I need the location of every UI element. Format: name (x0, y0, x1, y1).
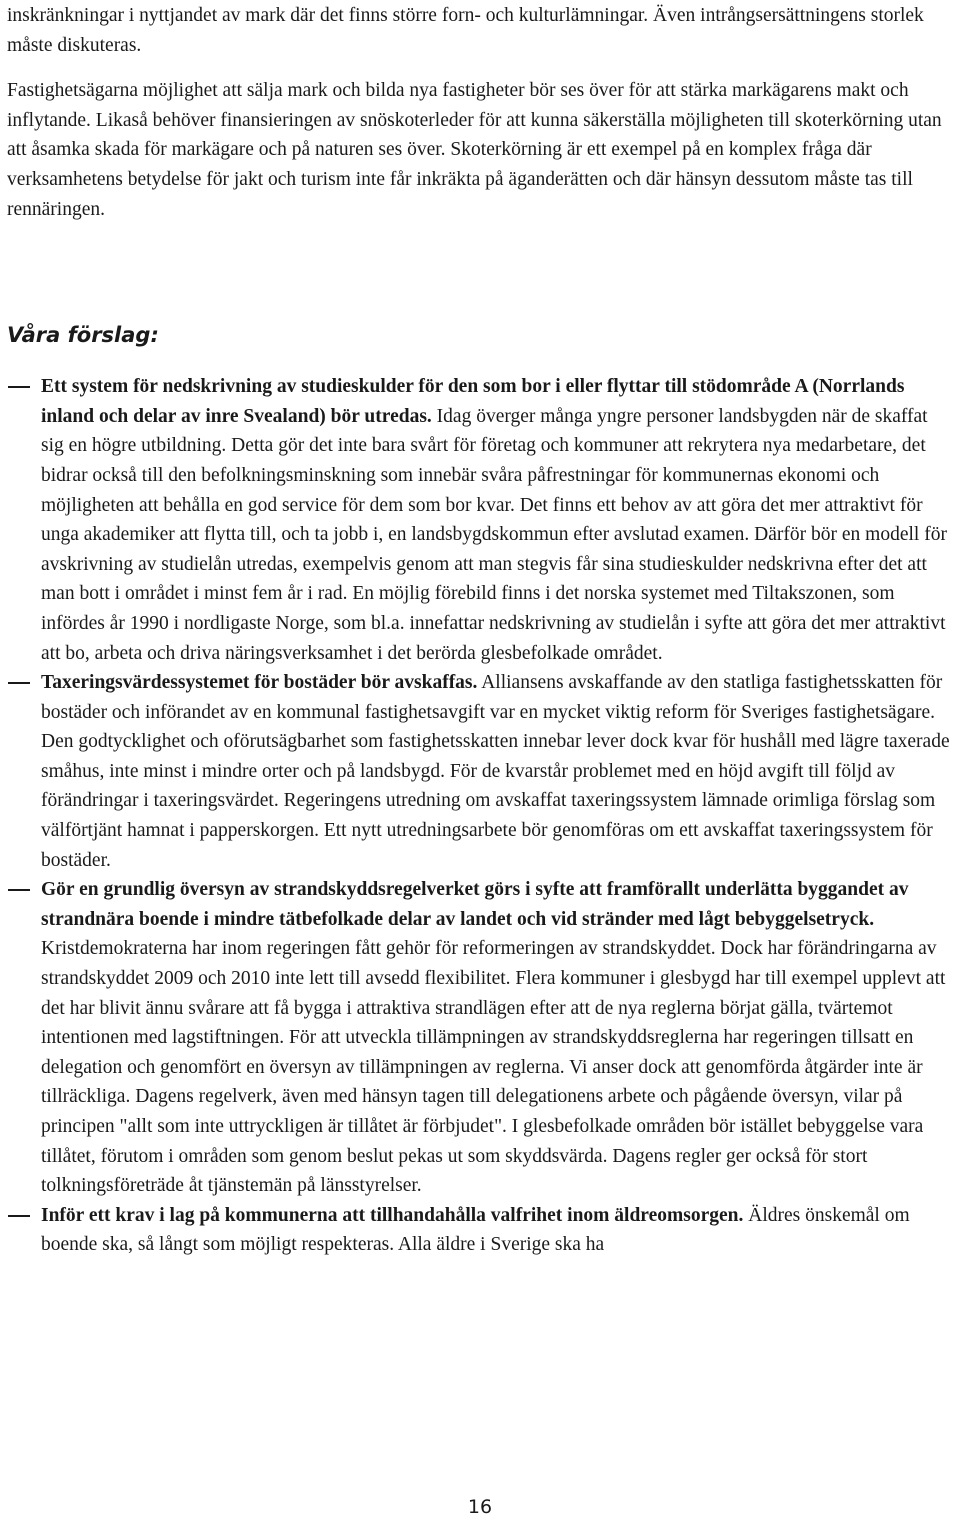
page-number: 16 (467, 1496, 493, 1518)
intro-paragraph-2: Fastighetsägarna möjlighet att sälja mark och bilda nya fastigheter bör ses över för att stärka markägarens makt och inflytande. Likaså behöver finansieringen av snöskoterleder för att kunna säkerställa möjligheten till skoterkörning utan att åsamka skada för markägare och på naturen ses över. Skoterkörning är ett exempel på en komplex fråga där verksamhetens betydelse för jakt och turism inte får inkräkta på äganderätten och där hänsyn dessutom måste tas till rennäringen. (7, 80, 942, 220)
proposal-body: Kristdemokraterna har inom regeringen fått gehör för reformeringen av strandskyddet. Dock har förändringarna av strandskyddet 2009 och 2010 inte lett till avsedd flexibilitet. Flera kommuner i glesbygd har till exempel upplevt att det har blivit ännu svårare att få bygga i attraktiva strandlägen efter att de nya reglerna börjat gälla, tvärtemot intentionen med lagstiftningen. För att utveckla tillämpningen av strandskyddsreglerna har regeringen tillsatt en delegation och genomfört en översyn av tillämpningen av reglerna. Vi anser dock att genomförda åtgärder inte är tillräckliga. Dagens regelverk, även med hänsyn tagen till delegationens arbete och pågående översyn, vilar på principen "allt som inte uttryckligen är tillåtet är förbjudet". I glesbefolkade områden bör istället bebyggelse vara tillåtet, förutom i områden som genom beslut pekas ut som skyddsvärda. Dagens regler ger också för stort tolkningsföreträde åt tjänstemän på länsstyrelser. (41, 938, 946, 1197)
intro-paragraph-1: inskränkningar i nyttjandet av mark där det finns större forn- och kulturlämningar. Även intrångsersättningens storlek måste diskuteras. (7, 5, 924, 56)
proposal-body: Idag överger många yngre personer landsbygden när de skaffat sig en högre utbildning. Detta gör det inte bara svårt för företag och kommuner att rekrytera nya medarbetare, det bidrar också till den befolkningsminskning som innebär svåra påfrestningar för kommunernas ekonomi och möjligheten att behålla en god service för dem som bor kvar. Det finns ett behov av att göra det mer attraktivt för unga akademiker att flytta till, och ta jobb i, en landsbygdskommun efter avslutad examen. Därför bör en modell för avskrivning av studielån utredas, exempelvis genom att man stegvis får sina studieskulder nedskrivna efter det att man bott i området i minst fem år i rad. En möjlig förebild finns i det norska systemet med Tiltakszonen, som infördes år 1990 i nordligaste Norge, som bl.a. innefattar nedskrivning av studielån i syfte att göra det mer attraktivt att bo, arbeta och driva näringsverksamhet i det berörda glesbefolkade området. (41, 405, 947, 664)
proposal-item (7, 372, 953, 668)
proposal-list (7, 372, 953, 1260)
dash-bullet-icon (8, 889, 30, 891)
dash-bullet-icon (8, 682, 30, 684)
proposal-item (7, 875, 953, 1201)
proposal-body: Äldres önskemål om boende ska, så långt som möjligt respekteras. Alla äldre i Sverige ska ha (41, 1204, 910, 1256)
proposal-item (7, 668, 953, 875)
proposal-body: Alliansens avskaffande av den statliga fastighetsskatten för bostäder och införandet av en kommunal fastighetsavgift var en mycket viktig reform för Sveriges fastighetsägare. Den godtycklighet och oförutsägbarhet som fastighetsskatten innebar lever dock kvar för hushåll med lägre taxerade småhus, inte minst i mindre orter och på landsbygd. För de kvarstår problemet med en höjd avgift till följd av förändringar i taxeringsvärdet. Regeringens utredning om avskaffat taxeringssystem lämnade orimliga förslag som välförtjänt hamnat i papperskorgen. Ett nytt utredningsarbete bör genomföras om ett avskaffat taxeringssystem för bostäder. (41, 672, 950, 871)
proposal-lead: Gör en grundlig översyn av strandskyddsregelverket görs i syfte att framförallt underlätta byggandet av strandnära boende i mindre tätbefolkade delar av landet och vid stränder med lågt bebyggelsetryck. (41, 879, 909, 930)
proposal-lead: Taxeringsvärdessystemet för bostäder bör avskaffas. (41, 672, 478, 694)
dash-bullet-icon (8, 386, 30, 388)
proposal-lead: Inför ett krav i lag på kommunerna att tillhandahålla valfrihet inom äldreomsorgen. (41, 1204, 744, 1226)
proposal-lead: Ett system för nedskrivning av studieskulder för den som bor i eller flyttar till stödområde A (Norrlands inland och delar av inre Svealand) bör utredas. (41, 376, 905, 427)
section-heading: Våra förslag: (7, 323, 159, 348)
document-page (7, 0, 953, 1260)
proposal-item (7, 1201, 953, 1260)
dash-bullet-icon (8, 1215, 30, 1217)
